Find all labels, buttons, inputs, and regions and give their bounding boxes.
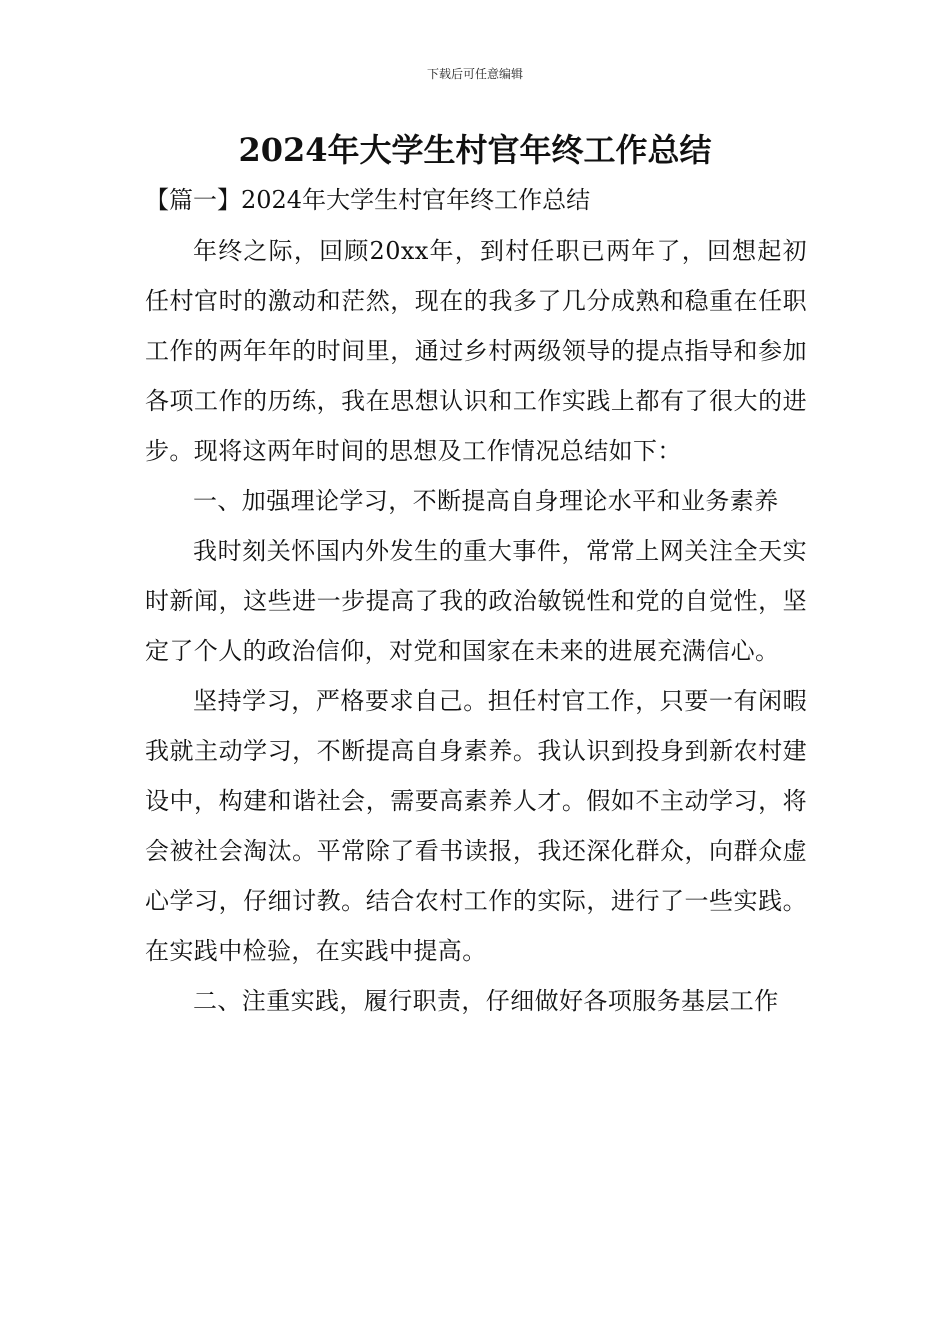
document-body (145, 180, 807, 1026)
heading-point-one: 一、加强理论学习，不断提高自身理论水平和业务素养 (193, 487, 779, 515)
paragraph-study: 坚持学习，严格要求自己。担任村官工作，只要一有闲暇我就主动学习，不断提高自身素养。我认识到投身到新农村建设中，构建和谐社会，需要高素养人才。假如不主动学习，将会被社会淘汰。平常除了看书读报，我还深化群众，向群众虚心学习，仔细讨教。结合农村工作的实际，进行了一些实践。在实践中检验，在实践中提高。 (145, 687, 807, 965)
document-title: 2024年大学生村官年终工作总结 (238, 131, 712, 169)
paragraph-intro: 年终之际，回顾20xx年，到村任职已两年了，回想起初任村官时的激动和茫然，现在的我多了几分成熟和稳重在任职工作的两年年的时间里，通过乡村两级领导的提点指导和参加各项工作的历练，我在思想认识和工作实践上都有了很大的进步。现将这两年时间的思想及工作情况总结如下： (145, 237, 807, 465)
heading-point-two: 二、注重实践，履行职责，仔细做好各项服务基层工作 (193, 987, 779, 1015)
paragraph-political-awareness: 我时刻关怀国内外发生的重大事件，常常上网关注全天实时新闻，这些进一步提高了我的政治敏锐性和党的自觉性，坚定了个人的政治信仰，对党和国家在未来的进展充满信心。 (145, 537, 807, 665)
section-heading: 【篇一】2024年大学生村官年终工作总结 (145, 186, 591, 214)
header-note: 下载后可任意编辑 (426, 67, 523, 81)
